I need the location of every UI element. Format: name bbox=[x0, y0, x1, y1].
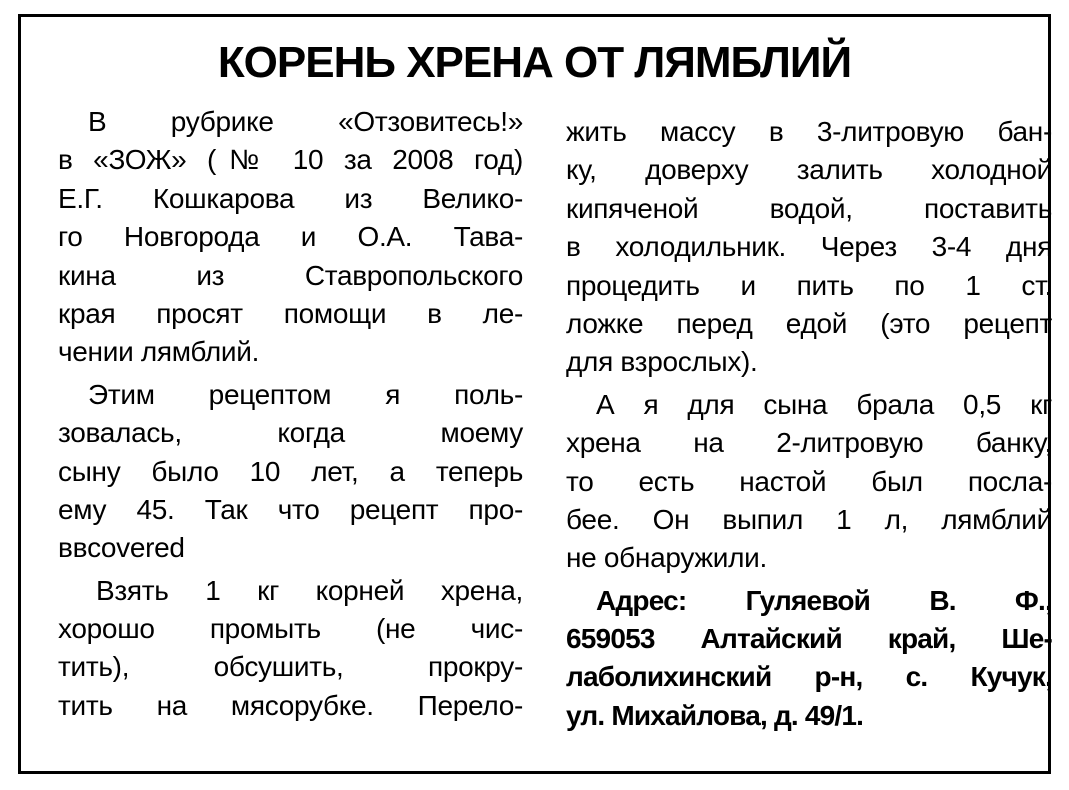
text-line: ложке перед едой (это рецепт bbox=[566, 307, 1052, 339]
text-line: для взрослых). bbox=[566, 346, 758, 378]
text-line: чении лямблий. bbox=[58, 336, 260, 368]
text-line: Этим рецептом я поль- bbox=[88, 378, 523, 410]
article-title: КОРЕНЬ ХРЕНА ОТ ЛЯМБЛИЙ bbox=[217, 38, 852, 87]
text-line: го Новгорода и О.А. Тава- bbox=[58, 221, 523, 253]
article-frame bbox=[18, 14, 1051, 774]
text-line: края просят помощи в ле- bbox=[58, 297, 523, 329]
text-line: кина из Ставропольского bbox=[58, 259, 523, 291]
text-line: Е.Г. Кошкарова из Велико- bbox=[58, 182, 523, 214]
address-line: 659053 Алтайский край, Ше- bbox=[566, 623, 1052, 655]
text-line: ку, доверху залить холодной bbox=[566, 154, 1052, 186]
address-line: Адрес: Гуляевой В. Ф., bbox=[596, 584, 1052, 616]
left-column bbox=[58, 103, 523, 725]
text-line: А я для сына брала 0,5 кг bbox=[596, 388, 1052, 420]
text-line: тить на мясорубке. Перело- bbox=[58, 689, 523, 721]
text-line: в холодильник. Через 3-4 дня bbox=[566, 231, 1052, 263]
text-line: то есть настой был посла- bbox=[566, 465, 1052, 497]
text-line: жить массу в 3-литровую бан- bbox=[566, 116, 1052, 147]
text-line: Взять 1 кг корней хрена, bbox=[96, 574, 523, 606]
right-column bbox=[566, 113, 1052, 735]
address-line: ул. Михайлова, д. 49/1. bbox=[566, 699, 864, 731]
text-line: В рубрике «Отзовитесь!» bbox=[88, 106, 523, 137]
text-line: сыну было 10 лет, а теперь bbox=[58, 455, 523, 487]
address-line: лаболихинский р-н, с. Кучук, bbox=[566, 661, 1052, 693]
text-line: ввcovered bbox=[58, 532, 185, 564]
text-line: в «ЗОЖ» (№ 10 за 2008 год) bbox=[58, 144, 523, 176]
text-line: кипяченой водой, поставить bbox=[566, 192, 1052, 224]
text-line: тить), обсушить, прокру- bbox=[58, 651, 523, 683]
text-line: ему 45. Так что рецепт про- bbox=[58, 493, 523, 525]
text-line: процедить и пить по 1 ст. bbox=[566, 269, 1052, 301]
text-line: не обнаружили. bbox=[566, 542, 767, 574]
text-line: зовалась, когда моему bbox=[58, 417, 523, 449]
text-line: бее. Он выпил 1 л, лямблий bbox=[566, 503, 1052, 535]
text-line: хорошо промыть (не чис- bbox=[58, 613, 523, 645]
text-line: хрена на 2-литровую банку, bbox=[566, 427, 1052, 459]
